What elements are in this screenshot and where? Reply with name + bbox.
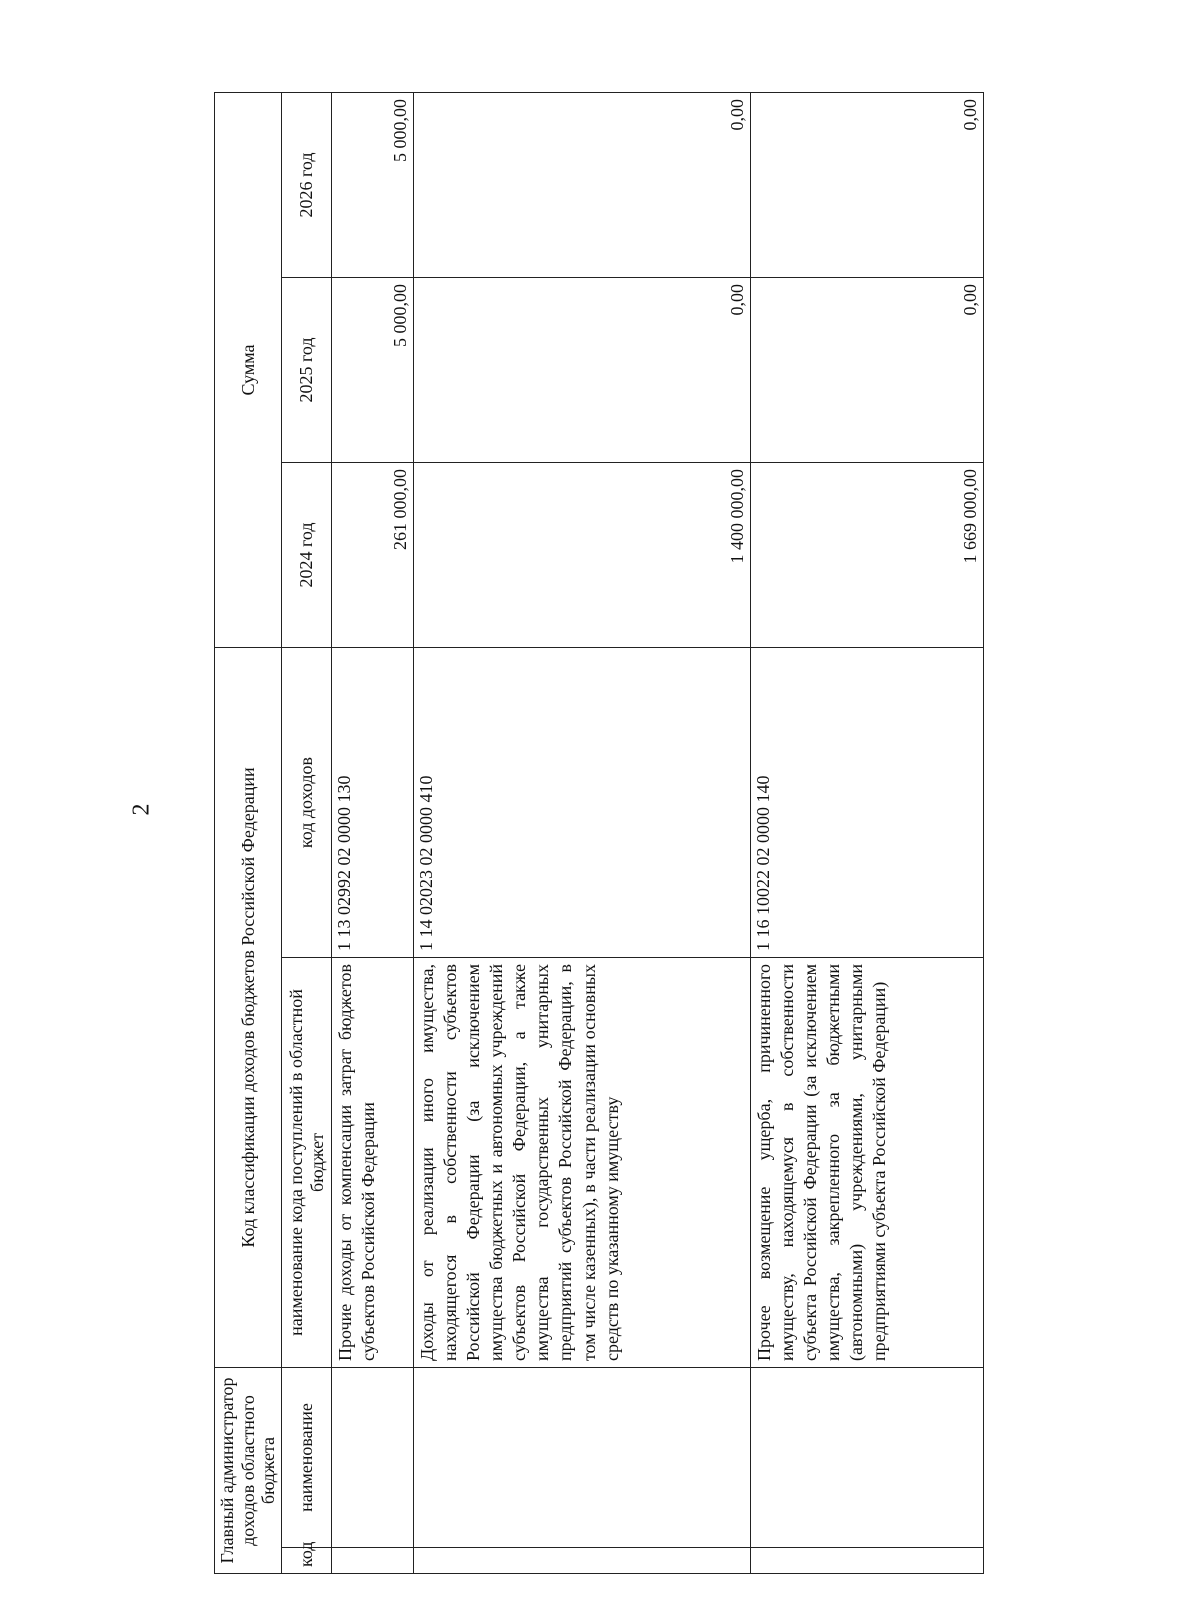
amount-2026-cell: 0,00 [751,92,984,277]
amount-2025-cell: 0,00 [414,278,751,463]
admin-code-cell [332,1548,414,1574]
income-name-cell: Прочее возмещение ущерба, причиненного имуществу, находящемуся в собственности субъекта Российской Федерации (за исключением имущества, закрепленного за бюджетными (автономными) учреждениями, унитарными предприятиями субъекта Российской Федерации) [751,958,984,1368]
header-code-group: Код классификации доходов бюджетов Российской Федерации [215,648,282,1368]
header-col-2024: 2024 год [282,463,332,648]
header-col-2025: 2025 год [282,278,332,463]
admin-name-cell [414,1368,751,1548]
header-col-2026: 2026 год [282,92,332,277]
amount-2026-cell: 0,00 [414,92,751,277]
header-col-code: код [282,1548,332,1574]
admin-name-cell [332,1368,414,1548]
income-code-cell: 1 14 02023 02 0000 410 [414,648,751,958]
table-row [751,92,984,1573]
admin-code-cell [751,1548,984,1574]
income-name-cell: Доходы от реализации иного имущества, находящегося в собственности субъектов Российской Федерации (за исключением имущества бюджетных и автономных учреждений субъектов Российской Федерации, а также имущества государственных унитарных предприятий субъектов Российской Федерации, в том числе казенных), в части реализации основных средств по указанному имуществу [414,958,751,1368]
revenue-table [214,92,984,1574]
amount-2025-cell: 5 000,00 [332,278,414,463]
page-number: 2 [128,803,155,816]
header-sum-group: Сумма [215,92,282,647]
table-row [414,92,751,1573]
amount-2024-cell: 1 400 000,00 [414,463,751,648]
income-name-cell: Прочие доходы от компенсации затрат бюджетов субъектов Российской Федерации [332,958,414,1368]
header-admin-group: Главный администратор доходов областного бюджета [215,1368,282,1574]
header-col-income-name: наименование кода поступлений в областной бюджет [282,958,332,1368]
amount-2024-cell: 261 000,00 [332,463,414,648]
revenue-table-container [214,94,984,1574]
amount-2026-cell: 5 000,00 [332,92,414,277]
header-col-admin-name: наименование [282,1368,332,1548]
admin-code-cell [414,1548,751,1574]
income-code-cell: 1 13 02992 02 0000 130 [332,648,414,958]
amount-2024-cell: 1 669 000,00 [751,463,984,648]
header-col-income-code: код доходов [282,648,332,958]
admin-name-cell [751,1368,984,1548]
amount-2025-cell: 0,00 [751,278,984,463]
table-row [332,92,414,1573]
income-code-cell: 1 16 10022 02 0000 140 [751,648,984,958]
